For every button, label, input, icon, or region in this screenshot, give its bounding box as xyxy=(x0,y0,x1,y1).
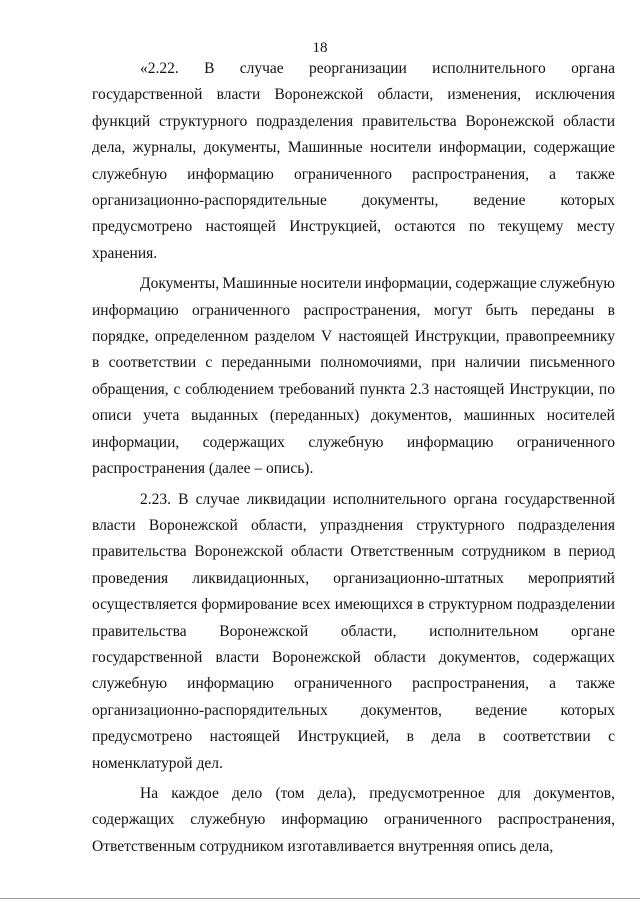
text-line: информацию ограниченного распространения, могут быть переданы в xyxy=(92,301,615,319)
text-line: «2.22. В случае реорганизации исполнительного органа xyxy=(140,60,615,77)
text-line: в соответствии с переданными полномочиями, при наличии письменного xyxy=(92,354,615,372)
paragraph-2-22 xyxy=(92,56,615,267)
text-line: государственной власти Воронежской области, изменения, исключения xyxy=(92,86,615,104)
paragraph-internal-inventory xyxy=(92,781,615,860)
text-line: служебную информацию ограниченного распространения, а также xyxy=(92,165,615,183)
text-line: содержащих служебную информацию ограниченного распространения, xyxy=(92,811,615,829)
text-line: служебную информацию ограниченного распространения, а также xyxy=(92,675,615,693)
text-line: проведения ликвидационных, организационно-штатных мероприятий xyxy=(92,569,615,587)
text-line: описи учета выданных (переданных) документов, машинных носителей xyxy=(92,407,615,425)
text-line: организационно-распорядительные документы, ведение которых xyxy=(92,192,615,210)
text-line: организационно-распорядительных документов, ведение которых xyxy=(92,701,615,719)
text-line: Ответственным сотрудником изготавливается внутренняя опись дела, xyxy=(92,837,554,855)
text-line: распространения (далее – опись). xyxy=(92,460,314,478)
text-line: информации, содержащих служебную информацию ограниченного xyxy=(92,433,615,451)
text-line: Документы, Машинные носители информации, содержащие служебную xyxy=(140,275,615,293)
text-line: 2.23. В случае ликвидации исполнительного органа государственной xyxy=(140,490,615,508)
page-number: 18 xyxy=(312,40,328,56)
text-line: номенклатурой дел. xyxy=(92,754,223,772)
paragraph-2-23 xyxy=(92,487,615,777)
text-line: правительства Воронежской области, исполнительном органе xyxy=(92,622,615,640)
text-line: государственной власти Воронежской области документов, содержащих xyxy=(92,648,615,666)
text-line: предусмотрено настоящей Инструкцией, остаются по текущему месту xyxy=(92,218,615,236)
text-line: дела, журналы, документы, Машинные носители информации, содержащие xyxy=(92,139,615,157)
paragraph-transfer-documents xyxy=(92,271,615,482)
text-line: обращения, с соблюдением требований пункта 2.3 настоящей Инструкции, по xyxy=(92,380,615,398)
text-line: правительства Воронежской области Ответственным сотрудником в период xyxy=(92,543,615,561)
text-line: осуществляется формирование всех имеющихся в структурном подразделении xyxy=(92,596,615,614)
text-line: власти Воронежской области, упразднения структурного подразделения xyxy=(92,516,615,534)
body-text xyxy=(92,56,615,860)
text-line: предусмотрено настоящей Инструкцией, в дела в соответствии с xyxy=(92,728,615,746)
footer-rule xyxy=(0,898,640,899)
text-line: хранения. xyxy=(92,244,158,262)
text-line: порядке, определенном разделом V настоящей Инструкции, правопреемнику xyxy=(92,328,615,346)
text-line: функций структурного подразделения правительства Воронежской области xyxy=(92,112,615,130)
text-line: На каждое дело (том дела), предусмотренное для документов, xyxy=(140,784,615,802)
